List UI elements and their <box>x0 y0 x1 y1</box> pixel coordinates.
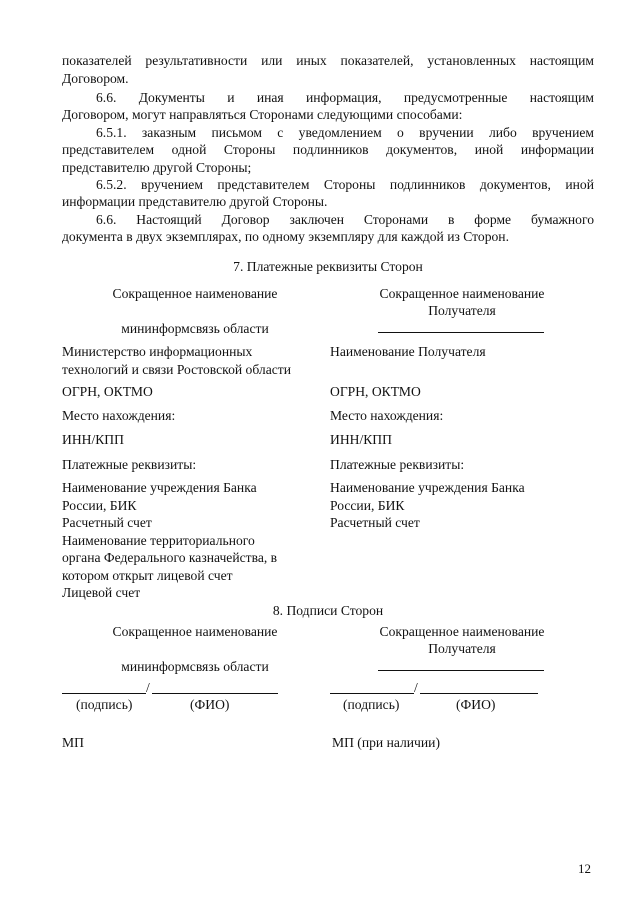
recipient-ogrn-oktmo: ОГРН, ОКТМО <box>330 384 421 399</box>
paragraph-line: документа в двух экземплярах, по одному экземпляру для каждой из Сторон. <box>62 229 509 244</box>
recipient-fio-caption: (ФИО) <box>456 697 496 712</box>
recipient-bank-name: Наименование учреждения Банка <box>330 480 525 495</box>
paragraph-line: 6.5.2. вручением представителем Стороны подлинников документов, иной <box>96 177 594 192</box>
payer-signature-line <box>62 693 146 694</box>
paragraph-line: Договором. <box>62 70 129 86</box>
recipient-short-name-header-2: Получателя <box>428 303 496 318</box>
paragraph-6-5-2 <box>62 176 594 194</box>
payer-inn-kpp: ИНН/КПП <box>62 432 124 447</box>
recipient-stamp-label: МП (при наличии) <box>332 735 440 750</box>
payer-full-name-line: Министерство информационных <box>62 344 253 359</box>
payer-treasury-line: котором открыт лицевой счет <box>62 567 233 583</box>
paragraph-6-5-1-cont <box>62 141 594 176</box>
paragraph-6-6-cont <box>62 106 594 124</box>
paragraph-line: представителю другой Стороны; <box>62 159 252 175</box>
paragraph-line: 6.5.1. заказным письмом с уведомлением о вручении либо вручением <box>96 125 594 140</box>
payer-treasury-line: органа Федерального казначейства, в <box>62 550 278 565</box>
paragraph-6-6 <box>62 89 594 107</box>
payer-signature-slash: / <box>146 680 150 695</box>
payer-short-name-header: Сокращенное наименование <box>112 286 278 301</box>
paragraph-line: представителем одной Стороны подлинников документов, иной информации <box>62 142 594 157</box>
paragraph-line: показателей результативности или иных показателей, установленных настоящим <box>62 53 594 68</box>
recipient-location: Место нахождения: <box>330 408 444 423</box>
recipient-account: Расчетный счет <box>330 515 420 530</box>
payer-personal-account: Лицевой счет <box>62 585 141 600</box>
payer-bank-block <box>62 479 277 602</box>
section-8-title: 8. Подписи Сторон <box>272 603 384 618</box>
recipient-fio-line <box>420 693 538 694</box>
section-7-title: 7. Платежные реквизиты Сторон <box>233 259 423 274</box>
paragraph-6-6b <box>62 211 594 229</box>
recipient-signature-caption: (подпись) <box>343 697 400 712</box>
recipient-sign-short-name-header-2: Получателя <box>428 641 496 656</box>
payer-location: Место нахождения: <box>62 408 176 423</box>
recipient-sign-name-blank-line <box>378 670 544 671</box>
paragraph-intro <box>62 52 594 87</box>
recipient-bank-bik: России, БИК <box>330 497 405 513</box>
payer-sign-short-name-header: Сокращенное наименование <box>112 624 278 639</box>
payer-signature-caption: (подпись) <box>76 697 133 712</box>
payer-sign-short-name: мининформсвязь области <box>121 659 269 674</box>
payer-ogrn-oktmo: ОГРН, ОКТМО <box>62 384 153 399</box>
paragraph-line: информации представителю другой Стороны. <box>62 194 328 209</box>
payer-account: Расчетный счет <box>62 515 152 530</box>
recipient-payment-details: Платежные реквизиты: <box>330 457 465 472</box>
recipient-inn-kpp: ИНН/КПП <box>330 432 392 447</box>
payer-fio-line <box>152 693 278 694</box>
paragraph-6-5-2-cont <box>62 193 594 211</box>
recipient-sign-short-name-header: Сокращенное наименование <box>379 624 545 639</box>
recipient-name-blank-line <box>378 332 544 333</box>
payer-bank-bik: России, БИК <box>62 497 137 513</box>
payer-payment-details: Платежные реквизиты: <box>62 457 197 472</box>
recipient-signature-slash: / <box>414 680 418 695</box>
page-number: 12 <box>578 861 591 876</box>
paragraph-6-5-1 <box>62 124 594 142</box>
payer-short-name: мининформсвязь области <box>121 321 269 336</box>
payer-stamp-label: МП <box>62 735 84 750</box>
paragraph-line: 6.6. Настоящий Договор заключен Сторонами в форме бумажного <box>96 212 594 227</box>
payer-fio-caption: (ФИО) <box>190 697 230 712</box>
recipient-bank-block <box>330 479 525 532</box>
paragraph-line: Договором, могут направляться Сторонами следующими способами: <box>62 107 463 122</box>
payer-treasury-line: Наименование территориального <box>62 532 255 548</box>
payer-full-name <box>62 343 291 378</box>
paragraph-line: 6.6. Документы и иная информация, предусмотренные настоящим <box>96 90 594 105</box>
paragraph-6-6b-cont <box>62 228 594 246</box>
payer-full-name-line: технологий и связи Ростовской области <box>62 361 291 377</box>
payer-bank-name: Наименование учреждения Банка <box>62 480 257 495</box>
recipient-signature-line <box>330 693 414 694</box>
recipient-short-name-header: Сокращенное наименование <box>379 286 545 301</box>
recipient-full-name: Наименование Получателя <box>330 344 486 359</box>
